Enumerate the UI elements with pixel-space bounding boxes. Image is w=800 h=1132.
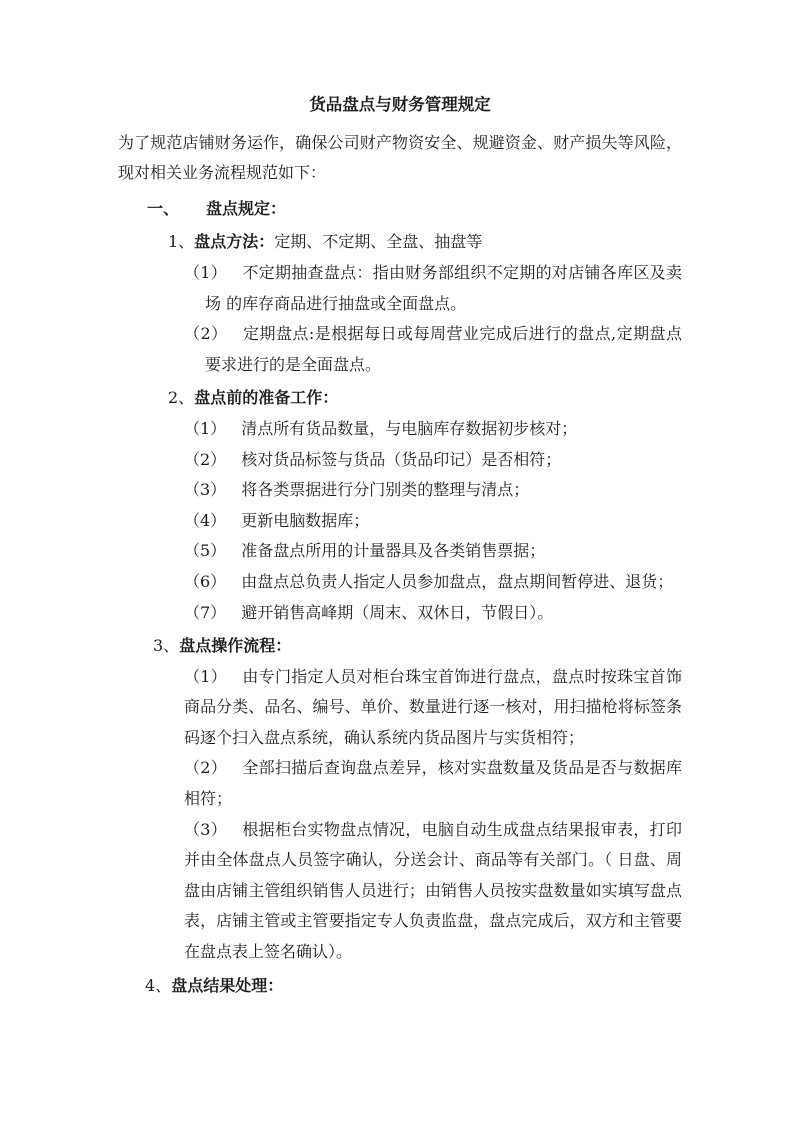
sub-list-item (118, 662, 682, 754)
item-marker: 3、 (153, 636, 180, 656)
sub-item-text: 避开销售高峰期（周末、双休日，节假日）。 (241, 602, 554, 622)
sub-item-marker: （1） (184, 418, 227, 438)
sub-list-item (118, 753, 682, 814)
sub-item-marker: （2） (184, 758, 228, 778)
list-item-heading (118, 631, 682, 662)
sub-list-item (118, 475, 682, 506)
sub-item-marker: （1） (184, 262, 228, 282)
sub-list-item (118, 536, 682, 567)
section-heading-label: 盘点规定： (206, 198, 287, 218)
sub-item-marker: （4） (184, 510, 227, 530)
sub-item-text: 将各类票据进行分门别类的整理与清点； (241, 480, 530, 500)
item-marker: 2、 (168, 388, 195, 408)
sub-list-item (118, 258, 682, 319)
sub-item-marker: （2） (184, 449, 227, 469)
sub-item-text: 准备盘点所用的计量器具及各类销售票据； (241, 541, 546, 561)
sub-item-text: 由盘点总负责人指定人员参加盘点，盘点期间暂停进、退货； (241, 571, 674, 591)
section-heading (118, 194, 682, 225)
item-text: 定期、不定期、全盘、抽盘等 (274, 232, 483, 252)
sub-item-text: 清点所有货品数量，与电脑库存数据初步核对； (241, 418, 578, 438)
sub-item-text: 由专门指定人员对柜台珠宝首饰进行盘点，盘点时按珠宝首饰商品分类、品名、编号、单价、数量进行逐一核对，用扫描枪将标签条码逐个扫入盘点系统，确认系统内货品图片与实货相符； (184, 666, 682, 747)
item-label: 盘点方法： (194, 232, 275, 252)
item-marker: 1、 (168, 232, 195, 252)
sub-item-text: 核对货品标签与货品（货品印记）是否相符； (241, 449, 562, 469)
sub-list-item (118, 414, 682, 445)
sub-item-text: 定期盘点:是根据每日或每周营业完成后进行的盘点,定期盘点要求进行的是全面盘点。 (205, 324, 682, 374)
sub-item-marker: （1） (184, 666, 228, 686)
sub-item-marker: （3） (184, 819, 228, 839)
document-title: 货品盘点与财务管理规定 (309, 95, 491, 114)
item-label: 盘点结果处理： (171, 975, 284, 995)
item-marker: 4、 (145, 975, 172, 995)
sub-list-item (118, 598, 682, 629)
list-item-heading (118, 971, 682, 1002)
intro-paragraph: 为了规范店铺财务运作，确保公司财产物资安全、规避资金、财产损失等风险，现对相关业务流程规范如下： (118, 132, 682, 183)
sub-item-marker: （3） (184, 480, 227, 500)
list-item-heading (118, 227, 682, 258)
item-label: 盘点操作流程： (179, 636, 292, 656)
sub-item-text: 根据柜台实物盘点情况，电脑自动生成盘点结果报审表，打印并由全体盘点人员签字确认，分送会计、商品等有关部门。（ 日盘、周盘由店铺主管组织销售人员进行；由销售人员按实盘数量如实填写盘点表，店铺主管或主管要指定专人负责监盘，盘点完成后，双方和主管要在盘点表上签名确认）。 (184, 819, 682, 962)
sub-list-item (118, 567, 682, 598)
item-label: 盘点前的准备工作： (194, 388, 339, 408)
sub-list-item (118, 319, 682, 380)
sub-item-text: 全部扫描后查询盘点差异，核对实盘数量及货品是否与数据库相符； (184, 758, 682, 809)
sub-list-item (118, 506, 682, 537)
sub-item-marker: （7） (184, 602, 227, 622)
sub-item-marker: （2） (184, 324, 228, 344)
sub-list-item (118, 815, 682, 968)
section-marker: 一、 (147, 198, 180, 218)
list-item-heading (118, 383, 682, 414)
sub-item-text: 不定期抽查盘点：指由财务部组织不定期的对店铺各库区及卖场 的库存商品进行抽盘或全面盘点。 (205, 262, 682, 313)
sub-item-marker: （6） (184, 571, 227, 591)
sub-item-text: 更新电脑数据库； (241, 510, 370, 530)
sub-item-marker: （5） (184, 541, 227, 561)
sub-list-item (118, 445, 682, 476)
